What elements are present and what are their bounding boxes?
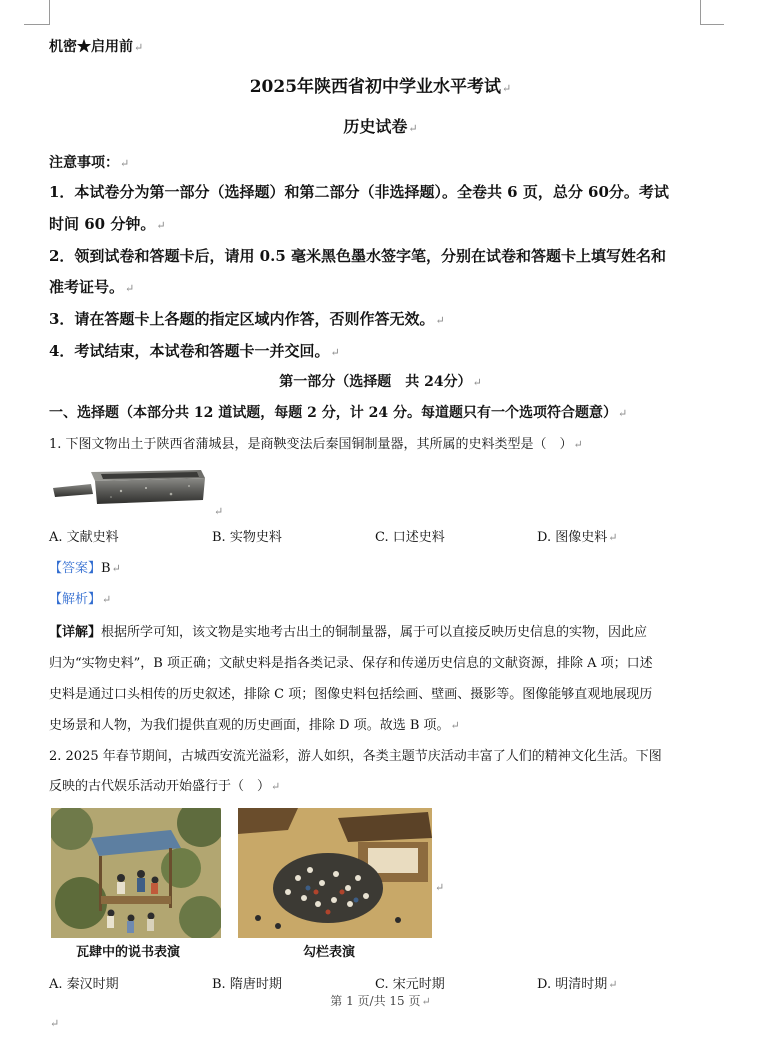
paragraph-mark: ↵ xyxy=(50,1017,60,1030)
paragraph-mark: ↵ xyxy=(214,505,224,518)
crop-mark xyxy=(700,0,701,25)
exam-subtitle: 历史试卷↵ xyxy=(343,117,418,136)
notice-heading: 注意事项：↵ xyxy=(49,155,130,171)
notice-item-4: 4．考试结束，本试卷和答题卡一并交回。↵ xyxy=(49,342,340,360)
crop-mark xyxy=(24,24,49,25)
question-2-stem-cont: 反映的古代娱乐活动开始盛行于（ ）↵ xyxy=(49,779,281,794)
q1-detail-line-2: 归为“实物史料”，B 项正确；文献史料是指各类记录、保存和传递历史信息的文献资源，排除 A 项；口述 xyxy=(49,656,653,671)
notice-item-2: 2．领到试卷和答题卡后，请用 0.5 毫米黑色墨水签字笔，分别在试卷和答题卡上填写姓名和 xyxy=(49,247,666,265)
notice-item-2-cont: 准考证号。↵ xyxy=(49,278,135,296)
storytelling-painting xyxy=(51,808,221,938)
q1-option-c: C. 口述史料 xyxy=(375,530,445,545)
crop-mark xyxy=(49,0,50,25)
caption-goulan: 勾栏表演 xyxy=(303,945,356,960)
q1-detail-line-4: 史场景和人物，为我们提供直观的历史画面，排除 D 项。故选 B 项。↵ xyxy=(49,718,460,733)
q2-option-d: D. 明清时期↵ xyxy=(537,977,618,992)
page-number: 第 1 页/共 15 页↵ xyxy=(330,994,431,1008)
question-2-stem: 2. 2025 年春节期间，古城西安流光溢彩，游人如织，各类主题节庆活动丰富了人们的精神文化生活。下图 xyxy=(49,749,662,764)
q1-detail-line-1: 【详解】根据所学可知，该文物是实地考古出土的铜制量器，属于可以直接反映历史信息的实物，因此应 xyxy=(49,625,648,640)
notice-item-1: 1．本试卷分为第一部分（选择题）和第二部分（非选择题）。全卷共 6 页，总分 60分。考试 xyxy=(49,183,669,201)
q1-option-a: A. 文献史料 xyxy=(49,530,119,545)
bronze-measure-photo xyxy=(51,466,207,506)
q2-option-b: B. 隋唐时期 xyxy=(212,977,282,992)
exam-title: 2025年陕西省初中学业水平考试↵ xyxy=(249,77,512,97)
question-1-stem: 1. 下图文物出土于陕西省蒲城县，是商鞅变法后秦国铜制量器，其所属的史料类型是（ ）↵ xyxy=(49,437,583,452)
part1-heading: 第一部分（选择题 共 24分）↵ xyxy=(279,374,482,390)
notice-item-1-cont: 时间 60 分钟。↵ xyxy=(49,215,166,233)
section-heading: 一、选择题（本部分共 12 道试题，每题 2 分，计 24 分。每道题只有一个选项符合题意）↵ xyxy=(49,405,628,421)
q1-answer: 【答案】B↵ xyxy=(49,561,121,576)
q1-option-b: B. 实物史料 xyxy=(212,530,282,545)
q2-option-a: A. 秦汉时期 xyxy=(49,977,119,992)
q1-option-d: D. 图像史料↵ xyxy=(537,530,618,545)
q2-option-c: C. 宋元时期 xyxy=(375,977,445,992)
paragraph-mark: ↵ xyxy=(435,881,445,894)
goulan-painting xyxy=(238,808,432,938)
caption-storytelling: 瓦肆中的说书表演 xyxy=(76,945,181,960)
crop-mark xyxy=(700,24,724,25)
answer-tag: 【答案】 xyxy=(49,561,102,576)
q1-analysis-tag: 【解析】↵ xyxy=(49,592,112,607)
notice-item-3: 3．请在答题卡上各题的指定区域内作答，否则作答无效。↵ xyxy=(49,310,445,328)
confidential-label: 机密★启用前↵ xyxy=(49,39,144,55)
q1-detail-line-3: 史料是通过口头相传的历史叙述，排除 C 项；图像史料包括绘画、壁画、摄影等。图像能够直观地展现历 xyxy=(49,687,653,702)
